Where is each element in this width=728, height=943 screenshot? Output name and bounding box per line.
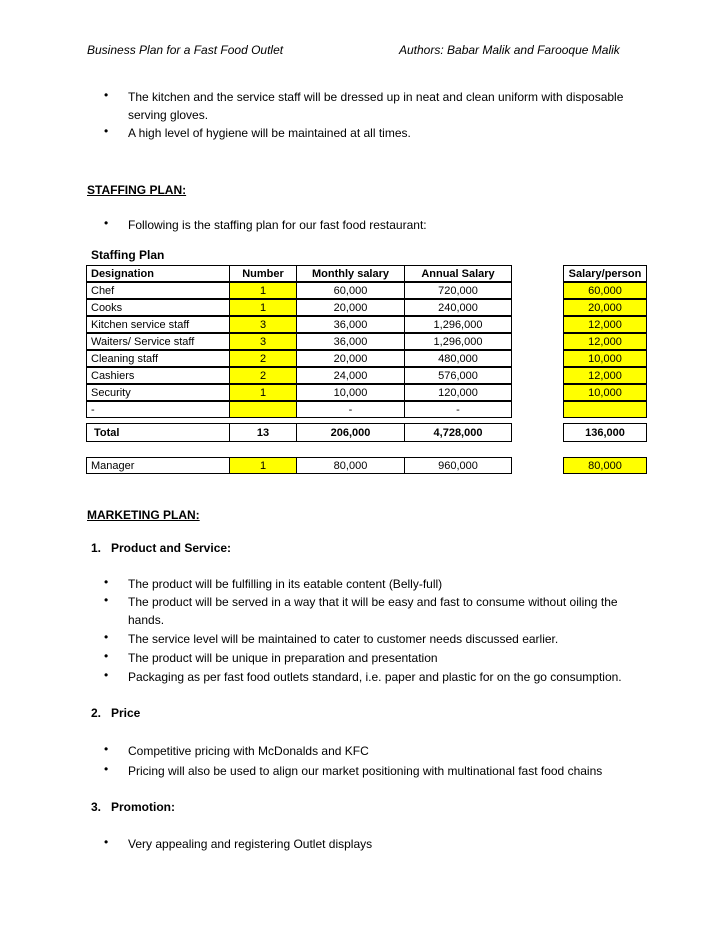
cell-salary-per-person: 10,000 <box>563 384 647 401</box>
bullet-text: Packaging as per fast food outlets standard, i.e. paper and plastic for on the go consumption. <box>128 670 622 684</box>
cell-designation: Waiters/ Service staff <box>86 333 229 350</box>
bullet-text: Following is the staffing plan for our fast food restaurant: <box>128 218 427 232</box>
bullet-text: Pricing will also be used to align our market positioning with multinational fast food chains <box>128 764 603 778</box>
table-title: Staffing Plan <box>91 248 165 262</box>
cell-designation: Manager <box>86 457 229 474</box>
cell-monthly-salary: 36,000 <box>296 333 404 350</box>
cell-monthly-salary: 36,000 <box>296 316 404 333</box>
heading-label: Product and Service: <box>111 541 232 555</box>
bullet-icon: • <box>104 216 109 230</box>
bullet-text: A high level of hygiene will be maintained at all times. <box>128 126 411 140</box>
cell-designation: Cleaning staff <box>86 350 229 367</box>
bullet-icon: • <box>104 124 109 138</box>
cell-annual-salary: 720,000 <box>404 282 512 299</box>
cell-salary-per-person: 60,000 <box>563 282 647 299</box>
bullet-text: The service level will be maintained to cater to customer needs discussed earlier. <box>128 632 559 646</box>
bullet-text: The product will be fulfilling in its eatable content (Belly-full) <box>128 577 443 591</box>
cell-total-annual: 4,728,000 <box>404 423 512 442</box>
column-header-designation: Designation <box>86 265 229 282</box>
cell-annual-salary: 576,000 <box>404 367 512 384</box>
cell-monthly-salary: 10,000 <box>296 384 404 401</box>
cell-monthly-salary: 80,000 <box>296 457 404 474</box>
cell-salary-per-person: 20,000 <box>563 299 647 316</box>
cell-designation: Cooks <box>86 299 229 316</box>
bullet-icon: • <box>104 668 109 682</box>
cell-monthly-salary: - <box>296 401 404 418</box>
bullet-text: The product will be served in a way that it will be easy and fast to consume without oiling the hands. <box>128 595 618 627</box>
cell-salary-per-person: 10,000 <box>563 350 647 367</box>
cell-total-per-person: 136,000 <box>563 423 647 442</box>
heading-label: Price <box>111 706 141 720</box>
cell-annual-salary: 1,296,000 <box>404 316 512 333</box>
cell-total-monthly: 206,000 <box>296 423 404 442</box>
cell-salary-per-person: 12,000 <box>563 316 647 333</box>
heading-number: 3. <box>91 800 102 814</box>
cell-monthly-salary: 24,000 <box>296 367 404 384</box>
bullet-text: Competitive pricing with McDonalds and KFC <box>128 744 369 758</box>
column-header-number: Number <box>229 265 296 282</box>
cell-number: 1 <box>229 457 296 474</box>
bullet-text: The kitchen and the service staff will be dressed up in neat and clean uniform with disposable serving gloves. <box>128 90 624 122</box>
cell-monthly-salary: 20,000 <box>296 299 404 316</box>
cell-number: 1 <box>229 299 296 316</box>
cell-annual-salary: 960,000 <box>404 457 512 474</box>
cell-annual-salary: 1,296,000 <box>404 333 512 350</box>
bullet-text: The product will be unique in preparation and presentation <box>128 651 438 665</box>
cell-total-label: Total <box>86 423 229 442</box>
cell-annual-salary: 240,000 <box>404 299 512 316</box>
column-header-salary-per-person: Salary/person <box>563 265 647 282</box>
cell-salary-per-person: 12,000 <box>563 367 647 384</box>
heading-label: Promotion: <box>111 800 175 814</box>
cell-number: 1 <box>229 282 296 299</box>
bullet-icon: • <box>104 88 109 102</box>
cell-number <box>229 401 296 418</box>
cell-designation: - <box>86 401 229 418</box>
cell-total-number: 13 <box>229 423 296 442</box>
cell-salary-per-person <box>563 401 647 418</box>
cell-annual-salary: - <box>404 401 512 418</box>
bullet-icon: • <box>104 742 109 756</box>
cell-annual-salary: 480,000 <box>404 350 512 367</box>
cell-designation: Chef <box>86 282 229 299</box>
bullet-icon: • <box>104 630 109 644</box>
marketing-plan-heading: MARKETING PLAN: <box>87 508 200 522</box>
bullet-icon: • <box>104 593 109 607</box>
page-header-title: Business Plan for a Fast Food Outlet <box>87 43 284 57</box>
bullet-text: Very appealing and registering Outlet displays <box>128 837 373 851</box>
cell-number: 3 <box>229 333 296 350</box>
bullet-icon: • <box>104 762 109 776</box>
cell-annual-salary: 120,000 <box>404 384 512 401</box>
column-header-annual-salary: Annual Salary <box>404 265 512 282</box>
page-header-authors: Authors: Babar Malik and Farooque Malik <box>399 43 620 57</box>
bullet-icon: • <box>104 649 109 663</box>
bullet-icon: • <box>104 835 109 849</box>
cell-number: 1 <box>229 384 296 401</box>
cell-monthly-salary: 20,000 <box>296 350 404 367</box>
cell-salary-per-person: 12,000 <box>563 333 647 350</box>
heading-number: 2. <box>91 706 102 720</box>
cell-salary-per-person: 80,000 <box>563 457 647 474</box>
cell-number: 2 <box>229 367 296 384</box>
cell-number: 3 <box>229 316 296 333</box>
cell-designation: Kitchen service staff <box>86 316 229 333</box>
heading-number: 1. <box>91 541 102 555</box>
cell-designation: Security <box>86 384 229 401</box>
cell-monthly-salary: 60,000 <box>296 282 404 299</box>
cell-designation: Cashiers <box>86 367 229 384</box>
staffing-plan-heading: STAFFING PLAN: <box>87 183 187 197</box>
column-header-monthly-salary: Monthly salary <box>296 265 404 282</box>
cell-number: 2 <box>229 350 296 367</box>
bullet-icon: • <box>104 575 109 589</box>
